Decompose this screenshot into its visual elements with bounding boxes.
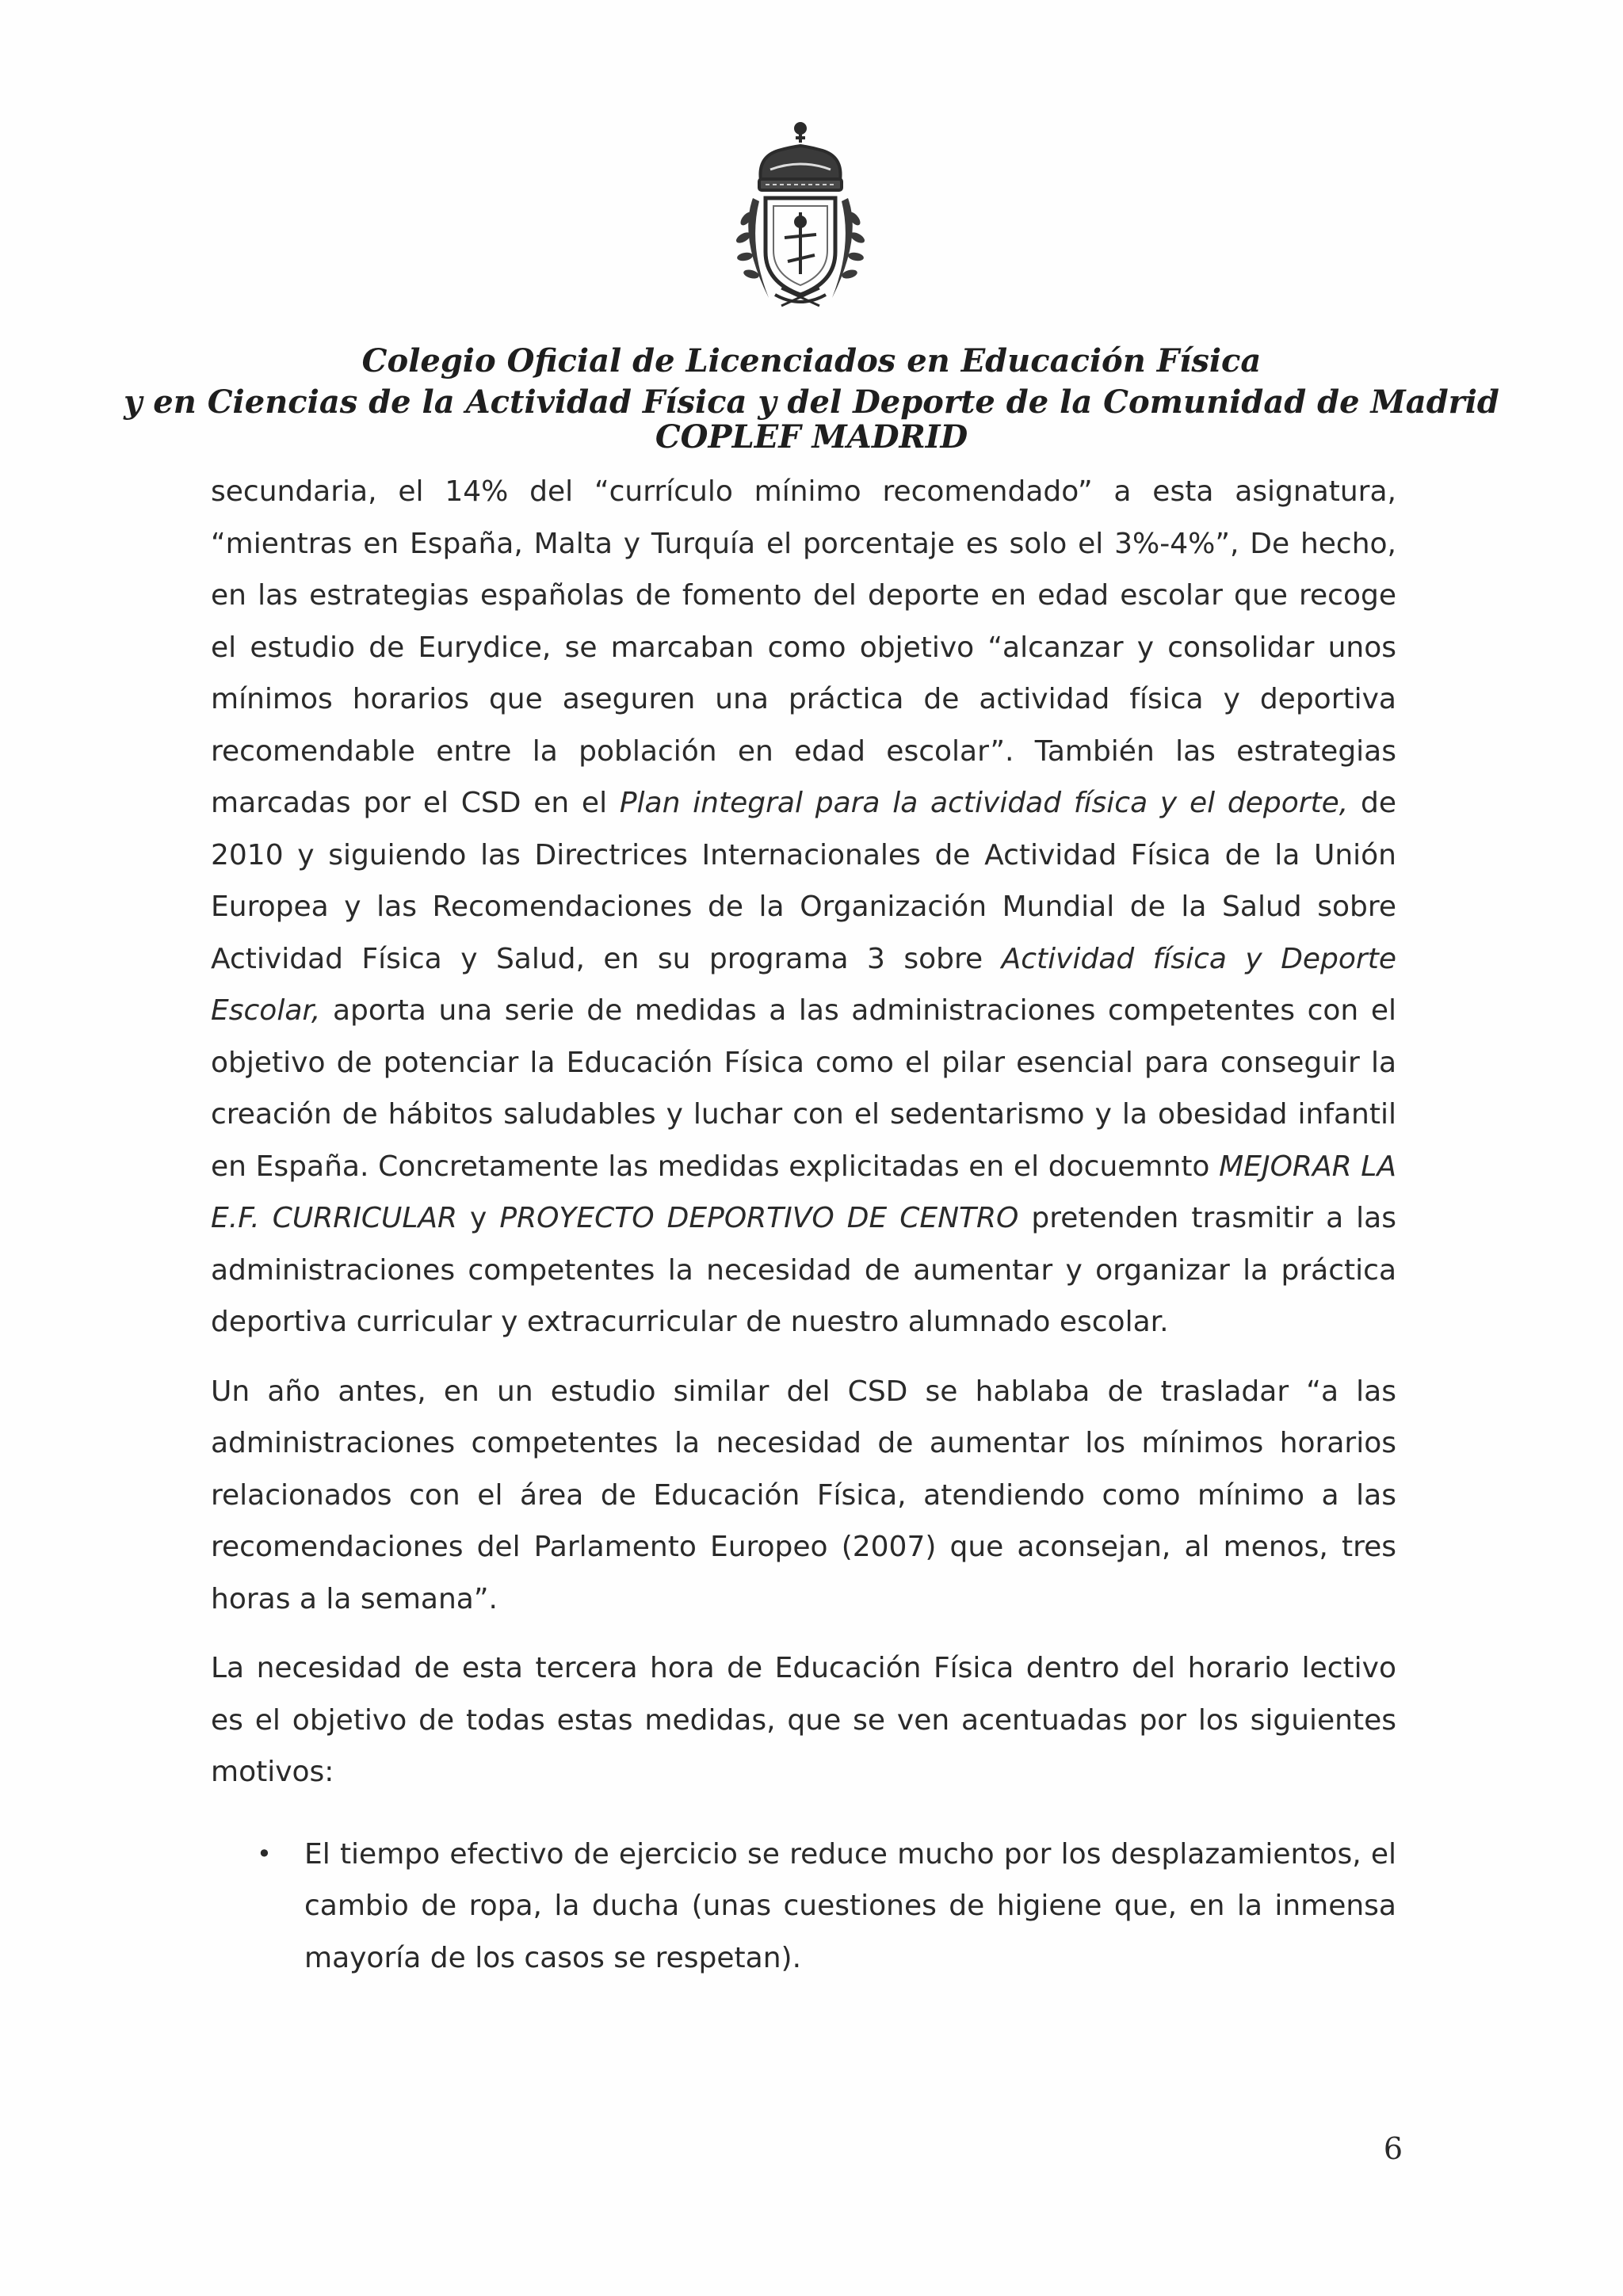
bullet-list	[211, 1829, 1396, 1985]
header-institution-line1: Colegio Oficial de Licenciados en Educación Física	[361, 342, 1262, 379]
italic-plan-title: Plan integral para la actividad física y el deporte,	[619, 787, 1349, 819]
body-text	[211, 466, 1396, 1984]
italic-program-title: Actividad física y Deporte Escolar,	[211, 942, 1397, 1027]
header-institution-line2: y en Ciencias de la Actividad Física y del Deporte de la Comunidad de Madrid	[124, 383, 1499, 421]
bullet-icon: •	[257, 1838, 272, 1869]
header-institution-acronym: COPLEF MADRID	[655, 418, 968, 456]
list-item	[211, 1829, 1396, 1985]
italic-document-title-1: MEJORAR LA E.F. CURRICULAR	[211, 1150, 1396, 1234]
list-item-text: El tiempo efectivo de ejercicio se reduce mucho por los desplazamientos, el cambio de ropa, la ducha (unas cuestiones de higiene que, en la inmensa mayoría de los casos se respetan).	[304, 1837, 1396, 1974]
paragraph: La necesidad de esta tercera hora de Educación Física dentro del horario lectivo es el objetivo de todas estas medidas, que se ven acentuadas por los siguientes motivos:	[211, 1652, 1396, 1788]
crest-logo	[721, 119, 880, 315]
paragraph: secundaria, el 14% del “currículo mínimo recomendado” a esta asignatura, “mientras en España, Malta y Turquía el porcentaje es solo el 3%-4%”, De hecho, en las estrategias españolas de fomento del deporte en edad escolar que recoge el estudio de Eurydice, se marcaban como objetivo “alcanzar y consolidar unos mínimos horarios que aseguren una práctica de actividad física y deportiva recomendable entre la población en edad escolar”. También las estrategias marcadas por el CSD en el Plan integral para la actividad física y el deporte, de 2010 y siguiendo las Directrices Internacionales de Actividad Física de la Unión Europea y las Recomendaciones de la Organización Mundial de la Salud sobre Actividad Física y Salud, en su programa 3 sobre Actividad física y Deporte Escolar, aporta una serie de medidas a las administraciones competentes con el objetivo de potenciar la Educación Física como el pilar esencial para conseguir la creación de hábitos saludables y luchar con el sedentarismo y la obesidad infantil en España. Concretamente las medidas explicitadas en el docuemnto MEJORAR LA E.F. CURRICULAR y PROYECTO DEPORTIVO DE CENTRO pretenden trasmitir a las administraciones competentes la necesidad de aumentar y organizar la práctica deportiva curricular y extracurricular de nuestro alumnado escolar.	[211, 475, 1397, 1338]
page-number: 6	[1383, 2131, 1403, 2166]
paragraph: Un año antes, en un estudio similar del CSD se hablaba de trasladar “a las administraciones competentes la necesidad de aumentar los mínimos horarios relacionados con el área de Educación Física, atendiendo como mínimo a las recomendaciones del Parlamento Europeo (2007) que aconsejan, al menos, tres horas a la semana”.	[211, 1375, 1396, 1615]
italic-document-title-2: PROYECTO DEPORTIVO DE CENTRO	[499, 1202, 1019, 1234]
